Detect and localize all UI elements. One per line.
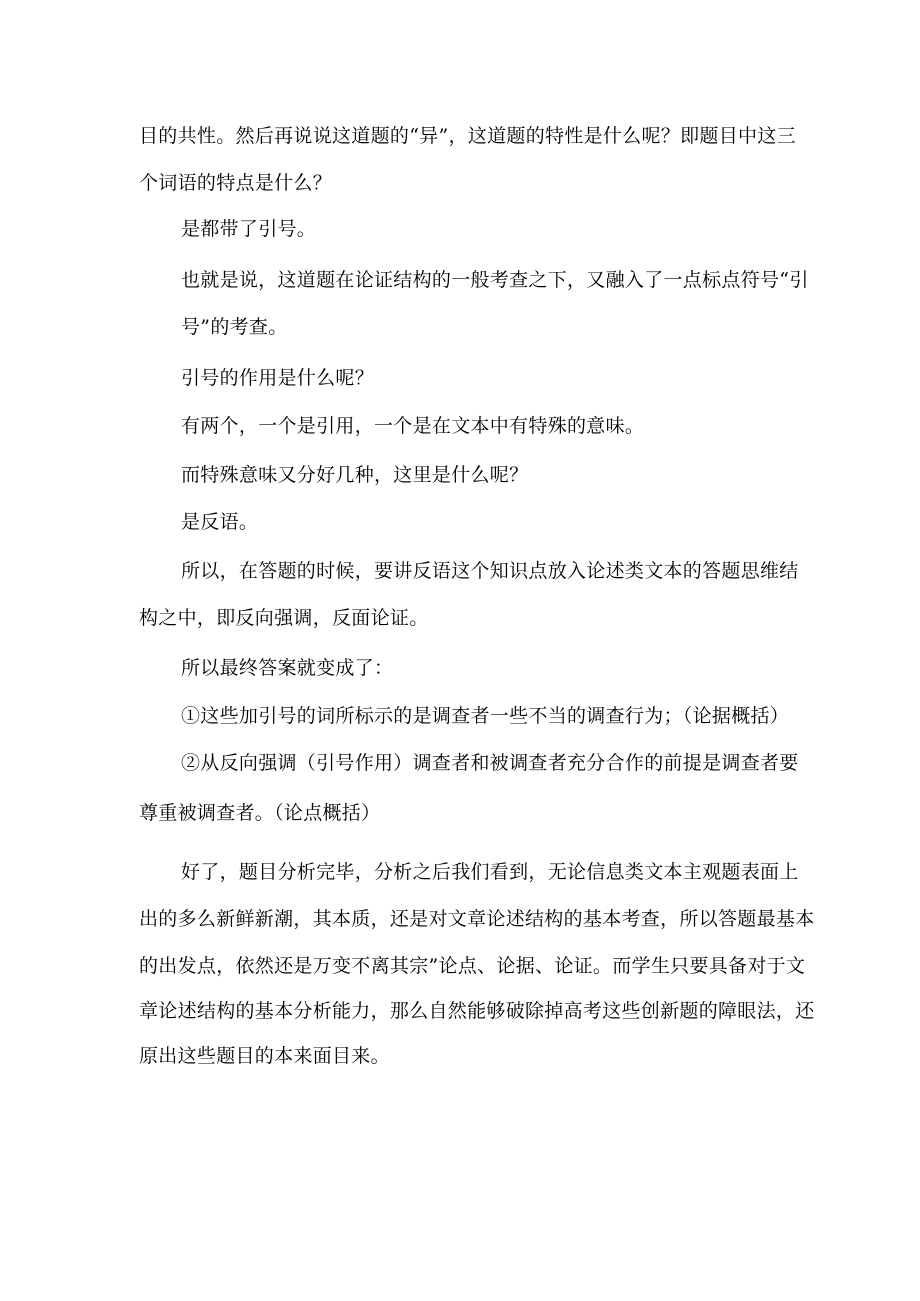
paragraph-line: 出的多么新鲜新潮，其本质，还是对文章论述结构的基本考查，所以答题最基本 xyxy=(139,908,815,930)
paragraph-line: 是都带了引号。 xyxy=(181,218,317,240)
paragraph-line: 的出发点，依然还是万变不离其宗”论点、论据、论证。而学生只要具备对于文 xyxy=(139,955,806,977)
paragraph-line: 有两个，一个是引用，一个是在文本中有特殊的意味。 xyxy=(181,415,645,437)
paragraph-line: 而特殊意味又分好几种，这里是什么呢？ xyxy=(181,464,529,486)
paragraph-line: 是反语。 xyxy=(181,511,259,533)
paragraph-line: 号”的考查。 xyxy=(181,316,288,338)
paragraph-line: 原出这些题目的本来面目来。 xyxy=(139,1045,390,1067)
paragraph-line: 所以，在答题的时候，要讲反语这个知识点放入论述类文本的答题思维结 xyxy=(181,560,799,582)
paragraph-line: 章论述结构的基本分析能力，那么自然能够破除掉高考这些创新题的障眼法，还 xyxy=(139,1000,815,1022)
paragraph-line: 个词语的特点是什么？ xyxy=(139,172,333,194)
paragraph-line: ①这些加引号的词所标示的是调查者一些不当的调查行为；（论据概括） xyxy=(181,705,790,727)
paragraph-line: 目的共性。然后再说说这道题的“异”，这道题的特性是什么呢？即题目中这三 xyxy=(139,125,796,147)
paragraph-line: 所以最终答案就变成了： xyxy=(181,657,394,679)
paragraph-line: 构之中，即反向强调，反面论证。 xyxy=(139,607,429,629)
paragraph-line: 引号的作用是什么呢？ xyxy=(181,367,375,389)
paragraph-line: ②从反向强调（引号作用）调查者和被调查者充分合作的前提是调查者要 xyxy=(181,752,799,774)
paragraph-line: 尊重被调查者。（论点概括） xyxy=(139,802,381,824)
paragraph-line: 好了，题目分析完毕，分析之后我们看到，无论信息类文本主观题表面上 xyxy=(181,861,799,883)
paragraph-line: 也就是说，这道题在论证结构的一般考查之下，又融入了一点标点符号“引 xyxy=(181,269,809,291)
